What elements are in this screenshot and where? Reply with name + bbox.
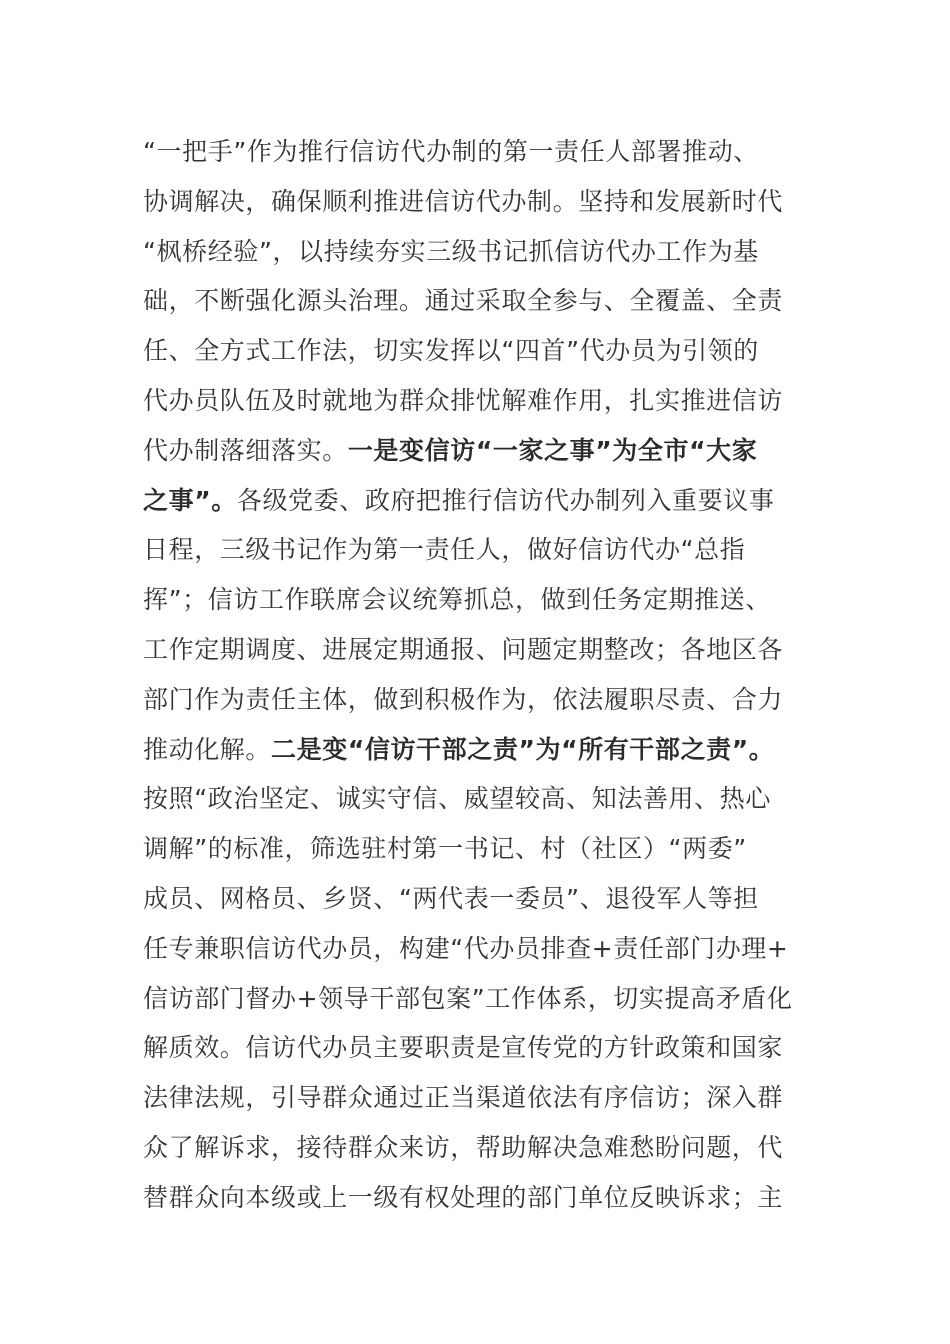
text-run: 协调解决，确保顺利推进信访代办制。坚持和发展新时代	[143, 186, 784, 216]
text-line-5	[143, 326, 823, 376]
text-run: 成员、网格员、乡贤、“两代表一委员”、退役军人等担	[143, 883, 759, 913]
text-run: 调解”的标准，筛选驻村第一书记、村（社区）“两委”	[143, 834, 747, 864]
text-line-21	[143, 1123, 823, 1173]
body-paragraph	[143, 127, 823, 1223]
text-run: 法律法规，引导群众通过正当渠道依法有序信访；深入群	[143, 1083, 784, 1113]
text-run: 挥”；信访工作联席会议统筹抓总，做到任务定期推送、	[143, 585, 771, 615]
text-line-4	[143, 276, 823, 326]
text-run: 众了解诉求，接待群众来访，帮助解决急难愁盼问题，代	[143, 1132, 784, 1162]
text-line-14	[143, 774, 823, 824]
text-line-7	[143, 426, 823, 476]
bold-heading-run: 二是变“信访干部之责”为“所有干部之责”。	[271, 734, 775, 764]
text-line-17	[143, 924, 823, 974]
text-line-2	[143, 177, 823, 227]
text-run: 推动化解。	[143, 734, 272, 764]
text-line-3	[143, 227, 823, 277]
text-line-12	[143, 675, 823, 725]
text-run: 各级党委、政府把推行信访代办制列入重要议事	[236, 485, 775, 515]
text-line-15	[143, 824, 823, 874]
text-line-6	[143, 376, 823, 426]
text-run: 按照“政治坚定、诚实守信、威望较高、知法善用、热心	[143, 784, 771, 814]
text-run: 替群众向本级或上一级有权处理的部门单位反映诉求；主	[143, 1182, 784, 1212]
text-run: 代办制落细落实。	[143, 435, 348, 465]
text-line-11	[143, 625, 823, 675]
text-line-8	[143, 476, 823, 526]
text-run: 础，不断强化源头治理。通过采取全参与、全覆盖、全责	[143, 286, 784, 316]
text-line-10	[143, 575, 823, 625]
bold-heading-run: 之事”。	[143, 485, 237, 515]
text-run: 日程，三级书记作为第一责任人，做好信访代办“总指	[143, 535, 746, 565]
text-run: 部门作为责任主体，做到积极作为，依法履职尽责、合力	[143, 684, 784, 714]
bold-heading-run: 一是变信访“一家之事”为全市“大家	[347, 435, 758, 465]
text-run: “枫桥经验”，以持续夯实三级书记抓信访代办工作为基	[143, 236, 759, 266]
text-run: 任、全方式工作法，切实发挥以“四首”代办员为引领的	[143, 336, 759, 366]
text-run: 任专兼职信访代办员，构建“代办员排查+责任部门办理+	[143, 933, 789, 963]
text-run: 代办员队伍及时就地为群众排忧解难作用，扎实推进信访	[143, 385, 784, 415]
text-line-19	[143, 1023, 823, 1073]
text-run: “一把手”作为推行信访代办制的第一责任人部署推动、	[143, 137, 759, 166]
text-line-1	[143, 127, 823, 177]
text-line-16	[143, 874, 823, 924]
text-line-18	[143, 974, 823, 1024]
text-line-20	[143, 1073, 823, 1123]
text-run: 信访部门督办+领导干部包案”工作体系，切实提高矛盾化	[143, 983, 793, 1013]
text-line-9	[143, 525, 823, 575]
text-line-22	[143, 1173, 823, 1223]
text-run: 工作定期调度、进展定期通报、问题定期整改；各地区各	[143, 634, 784, 664]
text-run: 解质效。信访代办员主要职责是宣传党的方针政策和国家	[143, 1033, 784, 1063]
text-line-13	[143, 725, 823, 775]
